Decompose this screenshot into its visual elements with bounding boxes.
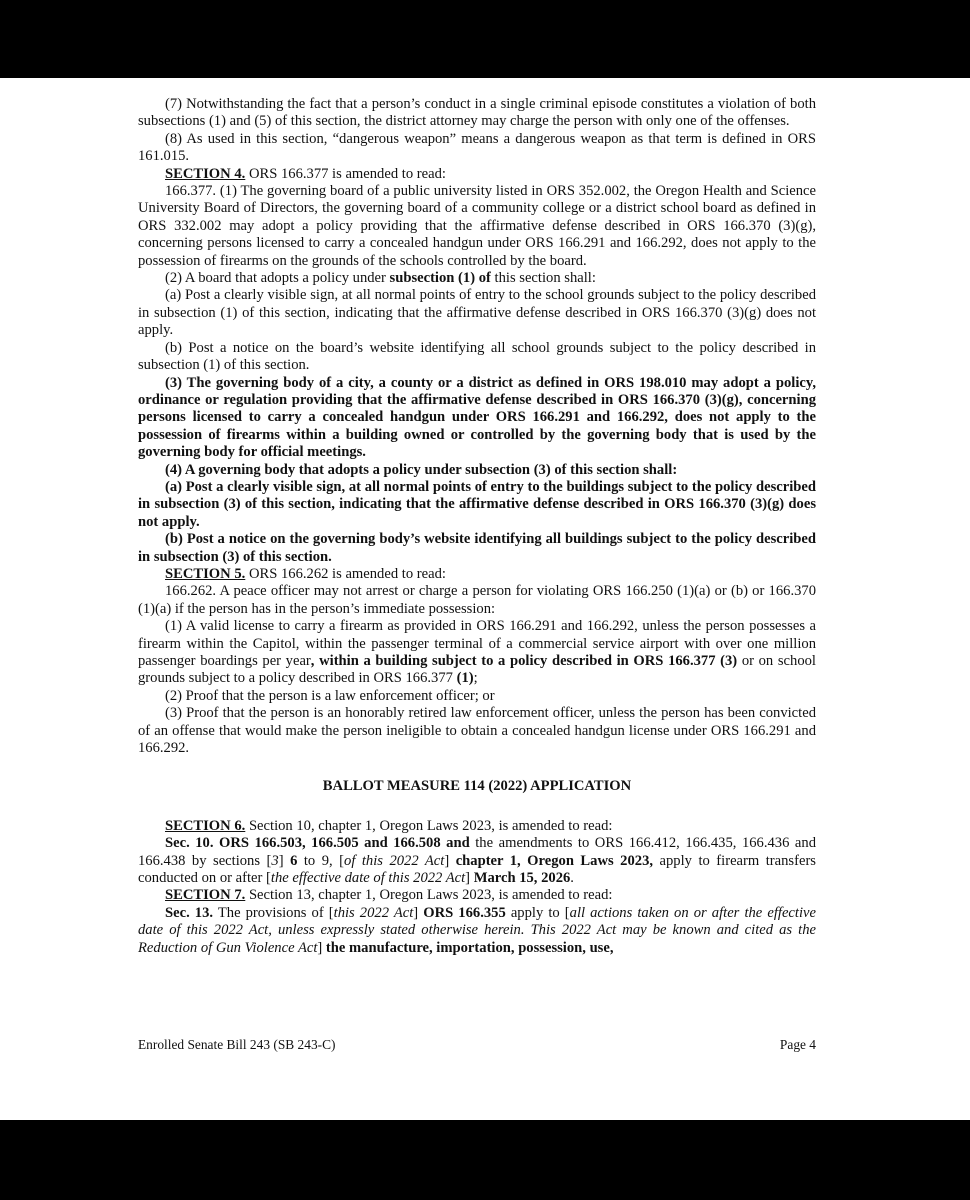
text-span: to 9, [ xyxy=(297,852,345,869)
text-span: this section shall: xyxy=(490,270,596,287)
text-span: ] xyxy=(413,904,424,921)
section-4-para-1: 166.377. (1) The governing board of a public university listed in ORS 352.002, the Oregon Health and Science University Board of Directors, the governing board of a community college or a district school board as defined in ORS 332.002 may adopt a policy providing that the affirmative defense described in ORS 166.370 (3)(g), concerning persons licensed to carry a concealed handgun under ORS 166.291 and 166.292, does not apply to the possession of firearms on the grounds of the schools controlled by the board. xyxy=(138,183,816,269)
section-7-intro: Section 13, chapter 1, Oregon Laws 2023, is amended to read: xyxy=(245,887,613,904)
bold-span: Sec. 13. xyxy=(165,904,214,921)
section-4-para-4b: (b) Post a notice on the governing body’s website identifying all buildings subject to the policy described in subsection (3) of this section. xyxy=(138,531,816,565)
bottom-black-band xyxy=(0,1120,970,1200)
text-span: or on school grounds subject to a policy described in ORS 166.377 xyxy=(138,653,816,687)
italic-span: 3 xyxy=(271,852,279,869)
bold-span: (1) xyxy=(456,670,474,687)
section-4-para-4: (4) A governing body that adopts a policy under subsection (3) of this section shall: xyxy=(165,461,678,478)
section-5-para-4: (3) Proof that the person is an honorably retired law enforcement officer, unless the person has been convicted of an offense that would make the person ineligible to obtain a concealed handgun license under ORS 166.291 and 166.292. xyxy=(138,705,816,757)
italic-span: the effective date of this 2022 Act xyxy=(270,870,466,887)
section-4-para-2 xyxy=(138,270,816,287)
text-span: apply to [ xyxy=(505,904,570,921)
section-6-heading xyxy=(138,818,816,835)
section-7-heading xyxy=(138,887,816,904)
text-span: The provisions of [ xyxy=(213,904,334,921)
section-4-label: SECTION 4. xyxy=(165,165,246,182)
text-span: ] xyxy=(465,870,474,887)
page-footer xyxy=(138,1037,816,1053)
bold-span: subsection (1) of xyxy=(389,270,491,287)
document-body xyxy=(138,96,816,957)
section-5-label: SECTION 5. xyxy=(165,565,246,582)
paragraph-8: (8) As used in this section, “dangerous weapon” means a dangerous weapon as that term is defined in ORS 161.015. xyxy=(138,130,816,165)
italic-span: all actions taken on or after the effective date of this 2022 Act, unless expressly stated otherwise herein. This 2022 Act may be known and cited as the Reduction of Gun Violence Act xyxy=(138,904,816,956)
section-5-heading xyxy=(138,566,816,583)
text-span: (2) A board that adopts a policy under xyxy=(165,270,390,287)
section-7-label: SECTION 7. xyxy=(165,887,246,904)
bold-span: 6 xyxy=(290,852,298,869)
ballot-measure-heading: BALLOT MEASURE 114 (2022) APPLICATION xyxy=(322,778,632,795)
text-span: ] xyxy=(278,852,291,869)
text-span: the amendments to ORS 166.412, 166.435, 166.436 and 166.438 by sections [ xyxy=(138,835,816,869)
section-6-label: SECTION 6. xyxy=(165,817,246,834)
text-span: (1) A valid license to carry a firearm as provided in ORS 166.291 and 166.292, unless the person possesses a firearm within the Capitol, within the passenger terminal of a commercial service airport with over one million passenger boardings per year xyxy=(138,618,816,669)
text-span: . xyxy=(570,870,574,887)
bold-span: ORS 166.355 xyxy=(423,904,506,921)
section-4-para-4a: (a) Post a clearly visible sign, at all normal points of entry to the buildings subject to the policy described in subsection (3) of this section, indicating that the affirmative defense described in ORS 166.370 (3)(g) does not apply. xyxy=(138,478,816,530)
italic-span: of this 2022 Act xyxy=(344,852,445,869)
bold-span: , within a building subject to a policy described in ORS 166.377 (3) xyxy=(310,653,738,669)
section-6-intro: Section 10, chapter 1, Oregon Laws 2023, is amended to read: xyxy=(245,817,613,834)
text-span: ; xyxy=(473,670,478,687)
section-4-para-2b: (b) Post a notice on the board’s website identifying all school grounds subject to the policy described in subsection (1) of this section. xyxy=(138,339,816,374)
footer-page-number: Page 4 xyxy=(779,1037,816,1052)
section-5-intro: ORS 166.262 is amended to read: xyxy=(245,565,446,582)
bold-span: Sec. 10. ORS 166.503, 166.505 and 166.508 and xyxy=(165,835,470,852)
footer-bill-name: Enrolled Senate Bill 243 (SB 243-C) xyxy=(138,1037,336,1052)
text-span: ] xyxy=(317,939,326,956)
paragraph-7: (7) Notwithstanding the fact that a person’s conduct in a single criminal episode constitutes a violation of both subsections (1) and (5) of this section, the district attorney may charge the person with only one of the offenses. xyxy=(138,96,816,130)
bold-span: the manufacture, importation, possession, use, xyxy=(325,939,614,956)
section-4-para-2a: (a) Post a clearly visible sign, at all normal points of entry to the school grounds subject to the policy described in subsection (1) of this section, indicating that the affirmative defense described in ORS 166.370 (3)(g) does not apply. xyxy=(138,287,816,339)
section-4-heading xyxy=(138,166,816,183)
section-7-para-1 xyxy=(138,905,816,957)
section-4-para-3: (3) The governing body of a city, a county or a district as defined in ORS 198.010 may adopt a policy, ordinance or regulation providing that the affirmative defense described in ORS 166.370 (3)(g), concerning persons licensed to carry a concealed handgun under ORS 166.291 and 166.292, does not apply to the possession of firearms within a building owned or controlled by the governing body that is used by the governing body for official meetings. xyxy=(138,374,816,461)
text-span: apply to firearm transfers conducted on or after [ xyxy=(138,852,816,887)
section-5-para-1: 166.262. A peace officer may not arrest or charge a person for violating ORS 166.250 (1)(a) or (b) or 166.370 (1)(a) if the person has in the person’s immediate possession: xyxy=(138,583,816,617)
section-6-para-1 xyxy=(138,835,816,887)
section-5-para-3: (2) Proof that the person is a law enforcement officer; or xyxy=(165,687,495,704)
bold-span: chapter 1, Oregon Laws 2023, xyxy=(455,852,654,869)
section-4-intro: ORS 166.377 is amended to read: xyxy=(245,165,446,182)
section-5-para-2 xyxy=(138,618,816,688)
italic-span: this 2022 Act xyxy=(333,904,414,921)
top-black-band xyxy=(0,0,970,78)
bold-span: March 15, 2026 xyxy=(473,870,571,887)
text-span: ] xyxy=(444,852,456,869)
